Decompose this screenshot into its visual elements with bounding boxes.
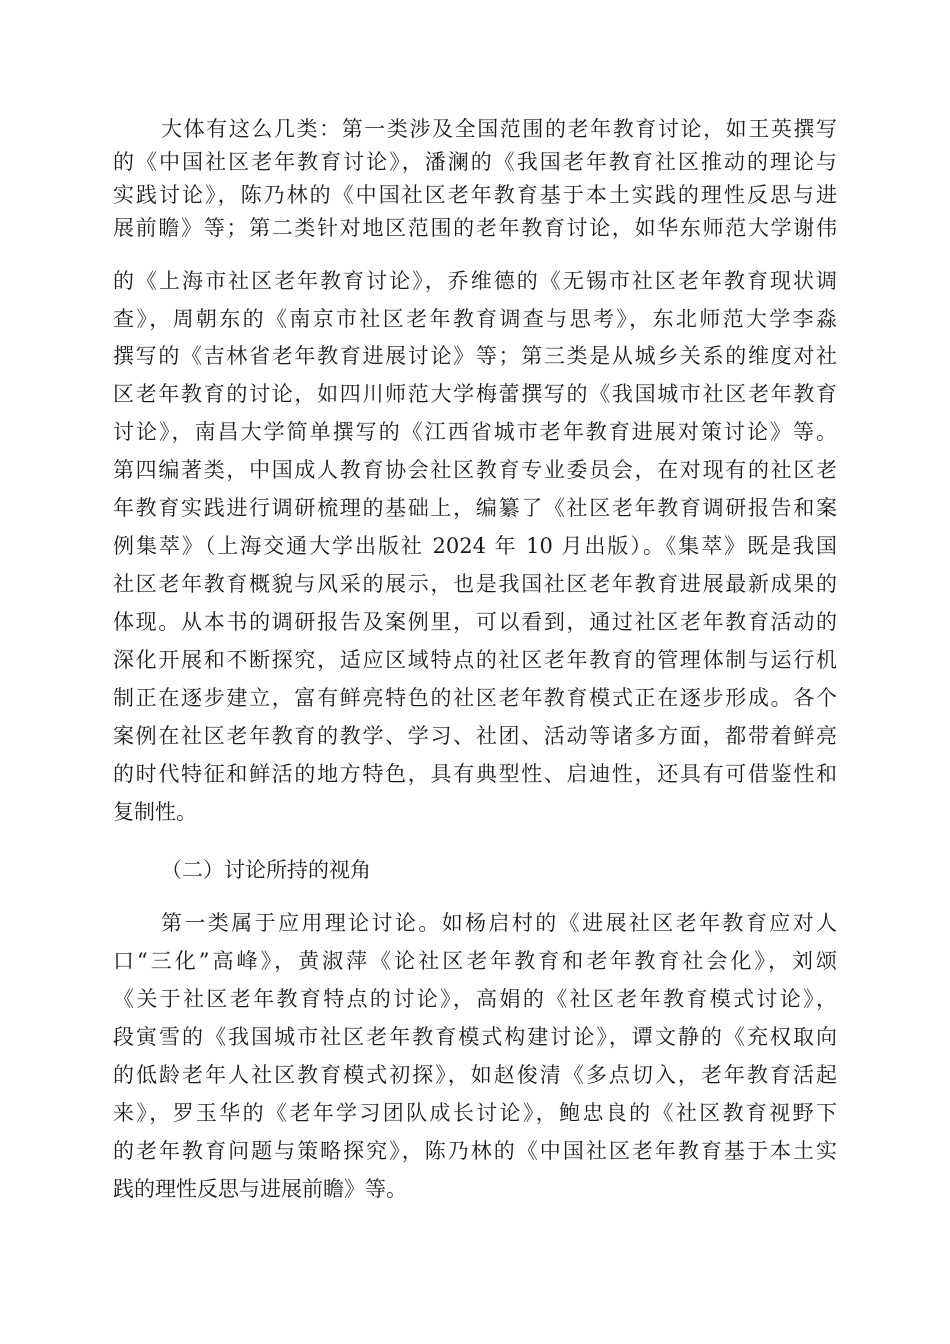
paragraph-line: 第四编著类，中国成人教育协会社区教育专业委员会，在对现有的社区老 [113,458,837,482]
paragraph-line: 的《上海市社区老年教育讨论》，乔维德的《无锡市社区老年教育现状调 [113,269,837,293]
paragraph-line: 制正在逐步建立，富有鲜亮特色的社区老年教育模式正在逐步形成。各个 [113,686,837,710]
paragraph-line: 践的理性反思与进展前瞻》等。 [113,1177,407,1201]
section-heading: （二）讨论所持的视角 [161,858,371,882]
paragraph-line: 案例在社区老年教育的教学、学习、社团、活动等诸多方面，都带着鲜亮 [113,724,837,748]
paragraph-line: 社区老年教育概貌与风采的展示，也是我国社区老年教育进展最新成果的 [113,572,837,596]
paragraph-line: 深化开展和不断探究，适应区域特点的社区老年教育的管理体制与运行机 [113,648,837,672]
paragraph-line: 年教育实践进行调研梳理的基础上，编纂了《社区老年教育调研报告和案 [113,496,837,520]
paragraph-line: 第一类属于应用理论讨论。如杨启村的《进展社区老年教育应对人 [161,911,837,935]
paragraph-line: 体现。从本书的调研报告及案例里，可以看到，通过社区老年教育活动的 [113,610,837,634]
paragraph-line: 的老年教育问题与策略探究》，陈乃林的《中国社区老年教育基于本土实 [113,1139,837,1163]
paragraph-line: 查》，周朝东的《南京市社区老年教育调查与思考》，东北师范大学李淼 [113,307,837,331]
paragraph-line: 复制性。 [113,800,197,824]
paragraph-line: 撰写的《吉林省老年教育进展讨论》等；第三类是从城乡关系的维度对社 [113,344,837,368]
paragraph-line: 口“三化”高峰》，黄淑萍《论社区老年教育和老年教育社会化》，刘颂 [113,949,837,973]
paragraph-line: 区老年教育的讨论，如四川师范大学梅蕾撰写的《我国城市社区老年教育 [113,382,837,406]
paragraph-line: 展前瞻》等；第二类针对地区范围的老年教育讨论，如华东师范大学谢伟 [113,216,837,240]
paragraph-line: 《关于社区老年教育特点的讨论》，高娟的《社区老年教育模式讨论》， [113,987,837,1011]
paragraph-line: 例集萃》（上海交通大学出版社 2024 年 10 月出版）。《集萃》既是我国 [113,534,837,558]
paragraph-line: 实践讨论》，陈乃林的《中国社区老年教育基于本土实践的理性反思与进 [113,183,837,207]
paragraph-line: 讨论》，南昌大学简单撰写的《江西省城市老年教育进展对策讨论》等。 [113,420,837,444]
paragraph-line: 的《中国社区老年教育讨论》，潘澜的《我国老年教育社区推动的理论与 [113,150,837,174]
paragraph-line: 段寅雪的《我国城市社区老年教育模式构建讨论》，谭文静的《充权取向 [113,1025,837,1049]
paragraph-line: 来》，罗玉华的《老年学习团队成长讨论》，鲍忠良的《社区教育视野下 [113,1101,837,1125]
paragraph-line: 大体有这么几类：第一类涉及全国范围的老年教育讨论，如王英撰写 [161,117,837,141]
paragraph-line: 的时代特征和鲜活的地方特色，具有典型性、启迪性，还具有可借鉴性和 [113,762,837,786]
paragraph-line: 的低龄老年人社区教育模式初探》，如赵俊清《多点切入，老年教育活起 [113,1063,837,1087]
